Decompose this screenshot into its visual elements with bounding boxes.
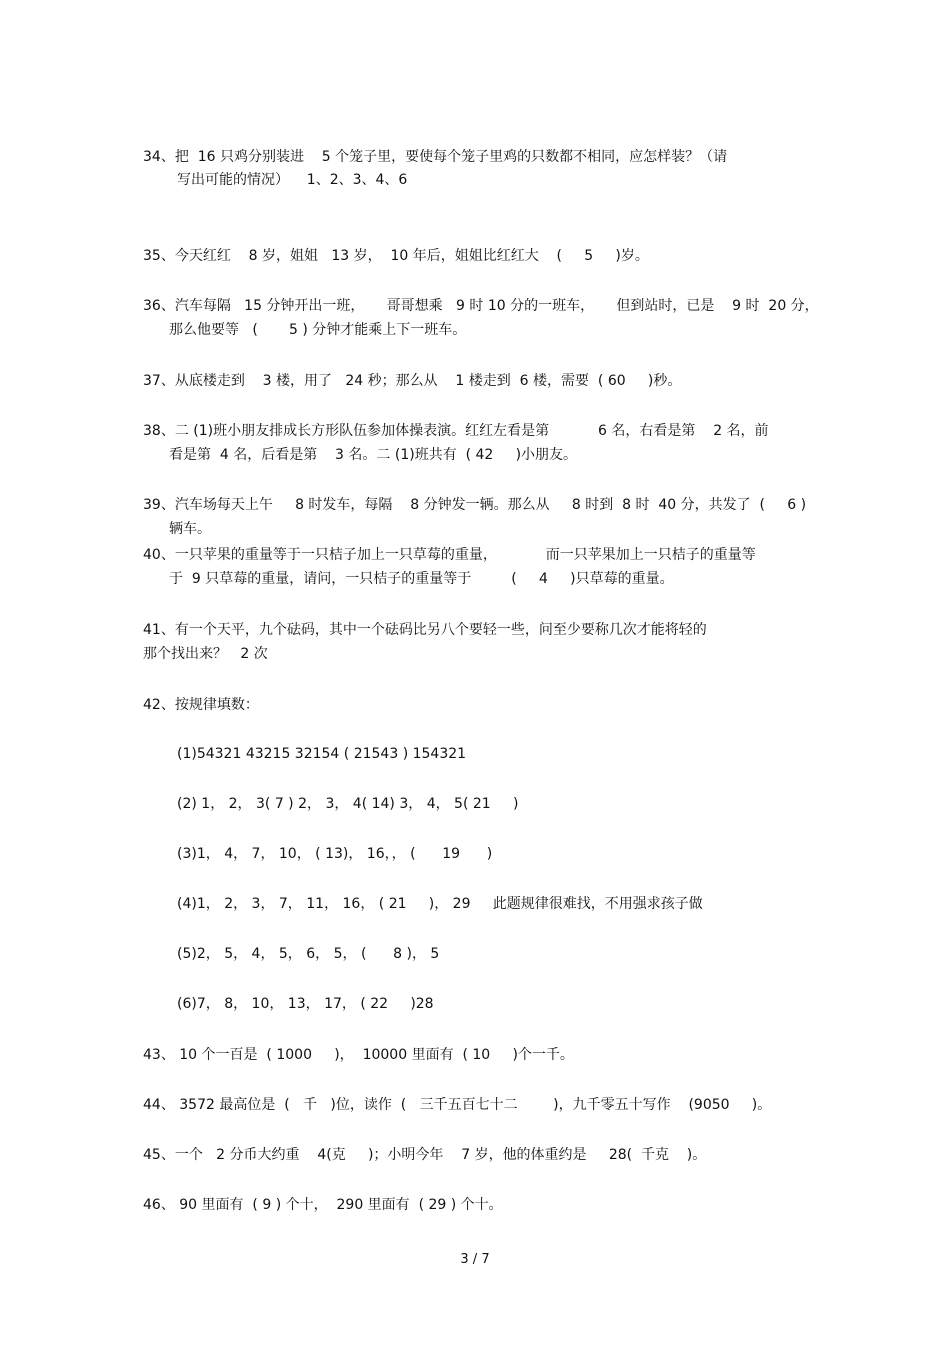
- question-43: 43、 10 个一百是 ( 1000 )， 10000 里面有 ( 10 )个一千。: [143, 1047, 574, 1063]
- question-36-line-1: 36、汽车每隔 15 分钟开出一班， 哥哥想乘 9 时 10 分的一班车， 但到站时，已是 9 时 20 分，: [143, 298, 819, 314]
- sequence-3: (3)1， 4， 7， 10， ( 13)， 16，， ( 19 ): [177, 846, 493, 862]
- question-34-line-1: 34、把 16 只鸡分别装进 5 个笼子里，要使每个笼子里鸡的只数都不相同，应怎样装？（请: [143, 149, 728, 165]
- sequence-2: (2) 1， 2， 3( 7 ) 2， 3， 4( 14) 3， 4， 5( 21 ): [177, 796, 519, 812]
- question-38-line-2: 看是第 4 名，后看是第 3 名。二 (1)班共有 ( 42 )小朋友。: [169, 447, 578, 463]
- question-38-line-1: 38、二 (1)班小朋友排成长方形队伍参加体操表演。红红左看是第 6 名，右看是第 2 名，前: [143, 423, 769, 439]
- question-36-line-2: 那么他要等 ( 5 ) 分钟才能乘上下一班车。: [169, 322, 467, 338]
- question-40-line-1: 40、一只苹果的重量等于一只桔子加上一只草莓的重量， 而一只苹果加上一只桔子的重量等: [143, 547, 756, 563]
- question-39-line-1: 39、汽车场每天上午 8 时发车，每隔 8 分钟发一辆。那么从 8 时到 8 时 40 分，共发了 ( 6 ): [143, 497, 807, 513]
- question-42-heading: 42、按规律填数：: [143, 697, 259, 713]
- question-46: 46、 90 里面有 ( 9 ) 个十， 290 里面有 ( 29 ) 个十。: [143, 1197, 503, 1213]
- sequence-4: (4)1， 2， 3， 7， 11， 16， ( 21 )， 29 此题规律很难找，不用强求孩子做: [177, 896, 703, 912]
- question-45: 45、一个 2 分币大约重 4(克 )；小明今年 7 岁，他的体重约是 28( 千克 )。: [143, 1147, 707, 1163]
- question-41-line-1: 41、有一个天平，九个砝码，其中一个砝码比另八个要轻一些，问至少要称几次才能将轻的: [143, 622, 707, 638]
- sequence-5: (5)2， 5， 4， 5， 6， 5， ( 8 )， 5: [177, 946, 440, 962]
- question-34-line-2: 写出可能的情况） 1、2、3、4、6: [177, 172, 408, 188]
- question-40-line-2: 于 9 只草莓的重量，请问，一只桔子的重量等于 ( 4 )只草莓的重量。: [169, 571, 674, 587]
- question-35: 35、今天红红 8 岁，姐姐 13 岁， 10 年后，姐姐比红红大 ( 5 )岁。: [143, 248, 649, 264]
- question-37: 37、从底楼走到 3 楼，用了 24 秒；那么从 1 楼走到 6 楼，需要 ( 60 )秒。: [143, 373, 682, 389]
- question-41-line-2: 那个找出来？ 2 次: [143, 646, 268, 662]
- sequence-1: (1)54321 43215 32154 ( 21543 ) 154321: [177, 746, 467, 762]
- question-44: 44、 3572 最高位是 ( 千 )位，读作 ( 三千五百七十二 )，九千零五十写作 (9050 )。: [143, 1097, 772, 1113]
- sequence-6: (6)7， 8， 10， 13， 17， ( 22 )28: [177, 996, 434, 1012]
- page-number: 3 / 7: [460, 1252, 490, 1267]
- question-39-line-2: 辆车。: [169, 521, 211, 537]
